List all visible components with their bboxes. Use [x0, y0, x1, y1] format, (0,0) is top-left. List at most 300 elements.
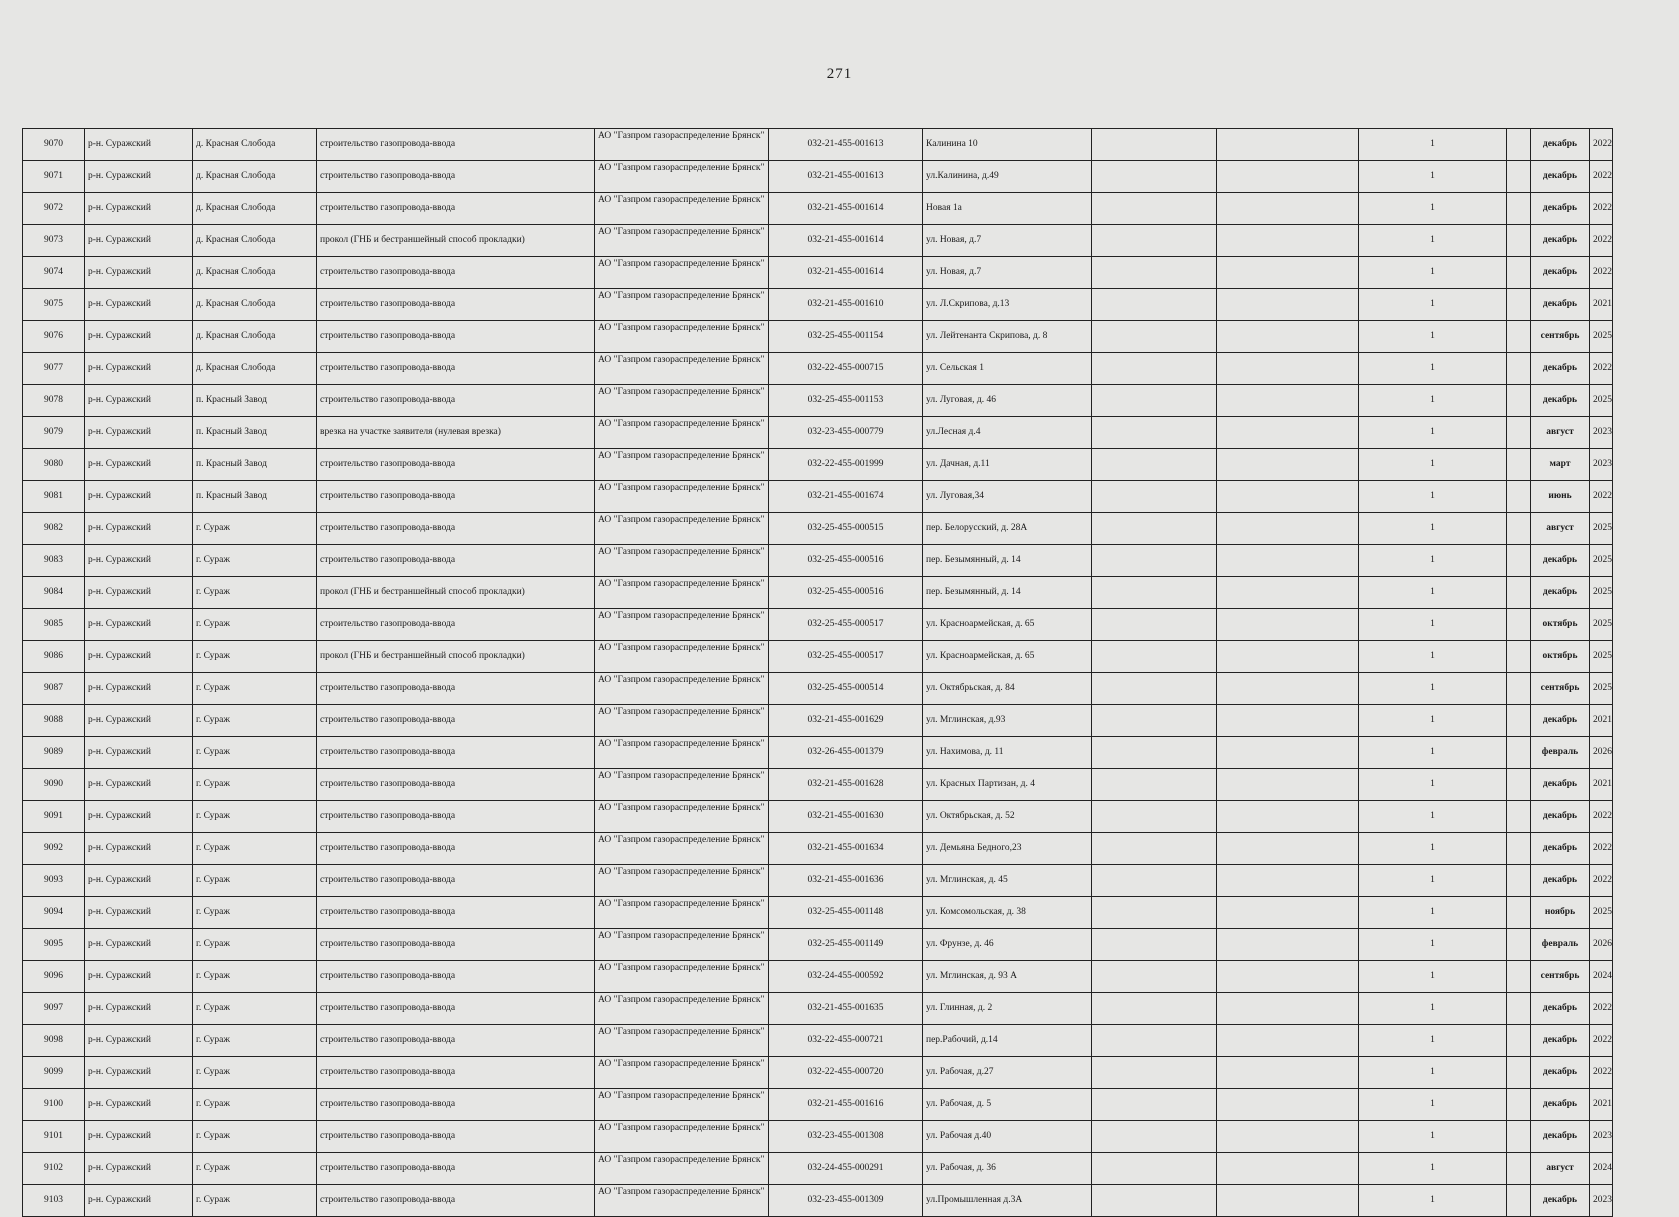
- cell-empty-col-1: [1092, 289, 1217, 321]
- cell-district: р-н. Суражский: [85, 289, 193, 321]
- cell-month: август: [1531, 513, 1590, 545]
- cell-application-number: 032-21-455-001628: [769, 769, 923, 801]
- cell-quantity: 1: [1359, 993, 1507, 1025]
- cell-empty-col-3: [1507, 193, 1531, 225]
- cell-empty-col-3: [1507, 929, 1531, 961]
- table-row: [23, 897, 1613, 929]
- cell-row-number: 9072: [23, 193, 85, 225]
- cell-year: 2025: [1590, 641, 1613, 673]
- cell-district: р-н. Суражский: [85, 321, 193, 353]
- cell-work-type: строительство газопровода-ввода: [317, 289, 595, 321]
- cell-work-type: строительство газопровода-ввода: [317, 673, 595, 705]
- cell-application-number: 032-25-455-001149: [769, 929, 923, 961]
- cell-settlement: г. Сураж: [193, 545, 317, 577]
- cell-district: р-н. Суражский: [85, 769, 193, 801]
- cell-empty-col-2: [1217, 737, 1359, 769]
- cell-empty-col-3: [1507, 385, 1531, 417]
- cell-work-type: строительство газопровода-ввода: [317, 737, 595, 769]
- cell-year: 2022: [1590, 129, 1613, 161]
- cell-row-number: 9081: [23, 481, 85, 513]
- cell-month: декабрь: [1531, 225, 1590, 257]
- cell-address: ул. Сельская 1: [923, 353, 1092, 385]
- cell-month: декабрь: [1531, 801, 1590, 833]
- cell-work-type: строительство газопровода-ввода: [317, 257, 595, 289]
- cell-empty-col-1: [1092, 1153, 1217, 1185]
- cell-application-number: 032-21-455-001634: [769, 833, 923, 865]
- cell-settlement: г. Сураж: [193, 993, 317, 1025]
- cell-empty-col-3: [1507, 1185, 1531, 1217]
- table-row: [23, 353, 1613, 385]
- cell-quantity: 1: [1359, 577, 1507, 609]
- cell-address: ул. Дачная, д.11: [923, 449, 1092, 481]
- cell-empty-col-3: [1507, 321, 1531, 353]
- cell-address: ул.Калинина, д.49: [923, 161, 1092, 193]
- cell-application-number: 032-25-455-000514: [769, 673, 923, 705]
- cell-row-number: 9102: [23, 1153, 85, 1185]
- cell-settlement: г. Сураж: [193, 1185, 317, 1217]
- cell-organization: АО "Газпром газораспределение Брянск": [595, 225, 769, 257]
- cell-work-type: строительство газопровода-ввода: [317, 1057, 595, 1089]
- cell-district: р-н. Суражский: [85, 417, 193, 449]
- page-number: 271: [826, 66, 853, 82]
- cell-month: март: [1531, 449, 1590, 481]
- cell-work-type: строительство газопровода-ввода: [317, 513, 595, 545]
- table-row: [23, 289, 1613, 321]
- cell-organization: АО "Газпром газораспределение Брянск": [595, 513, 769, 545]
- cell-application-number: 032-22-455-000720: [769, 1057, 923, 1089]
- cell-empty-col-3: [1507, 641, 1531, 673]
- cell-row-number: 9074: [23, 257, 85, 289]
- cell-year: 2022: [1590, 801, 1613, 833]
- cell-quantity: 1: [1359, 705, 1507, 737]
- table-row: [23, 257, 1613, 289]
- table-row: [23, 513, 1613, 545]
- cell-month: октябрь: [1531, 609, 1590, 641]
- cell-row-number: 9080: [23, 449, 85, 481]
- cell-empty-col-2: [1217, 449, 1359, 481]
- cell-work-type: строительство газопровода-ввода: [317, 1089, 595, 1121]
- cell-month: октябрь: [1531, 641, 1590, 673]
- cell-empty-col-2: [1217, 961, 1359, 993]
- cell-row-number: 9071: [23, 161, 85, 193]
- cell-work-type: строительство газопровода-ввода: [317, 1121, 595, 1153]
- cell-year: 2022: [1590, 1025, 1613, 1057]
- cell-row-number: 9097: [23, 993, 85, 1025]
- cell-quantity: 1: [1359, 801, 1507, 833]
- cell-address: Новая 1а: [923, 193, 1092, 225]
- cell-empty-col-2: [1217, 833, 1359, 865]
- cell-district: р-н. Суражский: [85, 513, 193, 545]
- cell-year: 2024: [1590, 961, 1613, 993]
- cell-quantity: 1: [1359, 385, 1507, 417]
- cell-year: 2025: [1590, 385, 1613, 417]
- table-row: [23, 1057, 1613, 1089]
- cell-settlement: г. Сураж: [193, 577, 317, 609]
- cell-work-type: прокол (ГНБ и бестраншейный способ прокладки): [317, 641, 595, 673]
- cell-empty-col-2: [1217, 705, 1359, 737]
- cell-work-type: строительство газопровода-ввода: [317, 1153, 595, 1185]
- cell-empty-col-2: [1217, 161, 1359, 193]
- cell-year: 2024: [1590, 1153, 1613, 1185]
- cell-empty-col-3: [1507, 769, 1531, 801]
- cell-empty-col-3: [1507, 801, 1531, 833]
- cell-empty-col-2: [1217, 769, 1359, 801]
- document-table-container: [22, 128, 1612, 1217]
- cell-empty-col-3: [1507, 705, 1531, 737]
- cell-address: пер. Безымянный, д. 14: [923, 577, 1092, 609]
- cell-empty-col-1: [1092, 1185, 1217, 1217]
- cell-application-number: 032-21-455-001630: [769, 801, 923, 833]
- cell-district: р-н. Суражский: [85, 929, 193, 961]
- cell-empty-col-2: [1217, 897, 1359, 929]
- cell-application-number: 032-22-455-000721: [769, 1025, 923, 1057]
- cell-month: декабрь: [1531, 1025, 1590, 1057]
- cell-empty-col-2: [1217, 577, 1359, 609]
- cell-row-number: 9096: [23, 961, 85, 993]
- table-row: [23, 577, 1613, 609]
- cell-settlement: д. Красная Слобода: [193, 353, 317, 385]
- cell-address: ул. Лейтенанта Скрипова, д. 8: [923, 321, 1092, 353]
- cell-address: ул. Новая, д.7: [923, 257, 1092, 289]
- cell-empty-col-3: [1507, 225, 1531, 257]
- cell-organization: АО "Газпром газораспределение Брянск": [595, 673, 769, 705]
- cell-work-type: прокол (ГНБ и бестраншейный способ прокладки): [317, 225, 595, 257]
- table-row: [23, 1025, 1613, 1057]
- cell-work-type: строительство газопровода-ввода: [317, 353, 595, 385]
- cell-empty-col-2: [1217, 609, 1359, 641]
- cell-district: р-н. Суражский: [85, 833, 193, 865]
- cell-year: 2021: [1590, 289, 1613, 321]
- cell-address: пер. Белорусский, д. 28А: [923, 513, 1092, 545]
- cell-organization: АО "Газпром газораспределение Брянск": [595, 609, 769, 641]
- cell-address: ул. Луговая, д. 46: [923, 385, 1092, 417]
- cell-empty-col-2: [1217, 673, 1359, 705]
- cell-quantity: 1: [1359, 833, 1507, 865]
- cell-settlement: г. Сураж: [193, 865, 317, 897]
- cell-empty-col-1: [1092, 481, 1217, 513]
- cell-row-number: 9078: [23, 385, 85, 417]
- cell-organization: АО "Газпром газораспределение Брянск": [595, 417, 769, 449]
- cell-address: ул. Демьяна Бедного,23: [923, 833, 1092, 865]
- cell-work-type: строительство газопровода-ввода: [317, 1185, 595, 1217]
- cell-application-number: 032-21-455-001635: [769, 993, 923, 1025]
- cell-settlement: г. Сураж: [193, 1153, 317, 1185]
- cell-organization: АО "Газпром газораспределение Брянск": [595, 385, 769, 417]
- cell-row-number: 9093: [23, 865, 85, 897]
- cell-work-type: строительство газопровода-ввода: [317, 385, 595, 417]
- cell-month: декабрь: [1531, 1121, 1590, 1153]
- cell-year: 2022: [1590, 481, 1613, 513]
- cell-organization: АО "Газпром газораспределение Брянск": [595, 993, 769, 1025]
- cell-settlement: г. Сураж: [193, 961, 317, 993]
- cell-quantity: 1: [1359, 289, 1507, 321]
- cell-work-type: строительство газопровода-ввода: [317, 161, 595, 193]
- cell-row-number: 9088: [23, 705, 85, 737]
- cell-empty-col-1: [1092, 257, 1217, 289]
- cell-empty-col-2: [1217, 1025, 1359, 1057]
- cell-empty-col-1: [1092, 385, 1217, 417]
- cell-empty-col-1: [1092, 417, 1217, 449]
- cell-month: сентябрь: [1531, 321, 1590, 353]
- cell-address: ул. Мглинская, д. 93 А: [923, 961, 1092, 993]
- cell-month: декабрь: [1531, 769, 1590, 801]
- cell-empty-col-2: [1217, 225, 1359, 257]
- cell-district: р-н. Суражский: [85, 257, 193, 289]
- cell-organization: АО "Газпром газораспределение Брянск": [595, 833, 769, 865]
- cell-empty-col-2: [1217, 481, 1359, 513]
- cell-application-number: 032-25-455-000515: [769, 513, 923, 545]
- cell-settlement: п. Красный Завод: [193, 481, 317, 513]
- table-row: [23, 705, 1613, 737]
- cell-organization: АО "Газпром газораспределение Брянск": [595, 161, 769, 193]
- cell-application-number: 032-21-455-001613: [769, 129, 923, 161]
- cell-quantity: 1: [1359, 1025, 1507, 1057]
- cell-quantity: 1: [1359, 481, 1507, 513]
- cell-empty-col-2: [1217, 289, 1359, 321]
- cell-empty-col-3: [1507, 513, 1531, 545]
- cell-empty-col-1: [1092, 449, 1217, 481]
- cell-empty-col-2: [1217, 1057, 1359, 1089]
- cell-quantity: 1: [1359, 897, 1507, 929]
- cell-empty-col-1: [1092, 1025, 1217, 1057]
- table-row: [23, 673, 1613, 705]
- cell-address: ул. Глинная, д. 2: [923, 993, 1092, 1025]
- cell-empty-col-1: [1092, 993, 1217, 1025]
- cell-quantity: 1: [1359, 641, 1507, 673]
- cell-district: р-н. Суражский: [85, 1185, 193, 1217]
- cell-empty-col-2: [1217, 417, 1359, 449]
- cell-settlement: г. Сураж: [193, 833, 317, 865]
- cell-work-type: строительство газопровода-ввода: [317, 833, 595, 865]
- cell-empty-col-2: [1217, 129, 1359, 161]
- cell-empty-col-2: [1217, 193, 1359, 225]
- cell-quantity: 1: [1359, 129, 1507, 161]
- cell-work-type: строительство газопровода-ввода: [317, 897, 595, 929]
- cell-work-type: строительство газопровода-ввода: [317, 961, 595, 993]
- cell-quantity: 1: [1359, 513, 1507, 545]
- cell-organization: АО "Газпром газораспределение Брянск": [595, 1057, 769, 1089]
- cell-work-type: строительство газопровода-ввода: [317, 193, 595, 225]
- cell-organization: АО "Газпром газораспределение Брянск": [595, 929, 769, 961]
- cell-row-number: 9099: [23, 1057, 85, 1089]
- cell-empty-col-1: [1092, 833, 1217, 865]
- cell-year: 2023: [1590, 417, 1613, 449]
- cell-application-number: 032-22-455-000715: [769, 353, 923, 385]
- cell-application-number: 032-21-455-001614: [769, 225, 923, 257]
- cell-application-number: 032-23-455-001309: [769, 1185, 923, 1217]
- table-row: [23, 865, 1613, 897]
- cell-empty-col-1: [1092, 193, 1217, 225]
- cell-empty-col-3: [1507, 417, 1531, 449]
- cell-empty-col-1: [1092, 577, 1217, 609]
- cell-empty-col-3: [1507, 865, 1531, 897]
- cell-work-type: строительство газопровода-ввода: [317, 929, 595, 961]
- cell-application-number: 032-24-455-000592: [769, 961, 923, 993]
- cell-row-number: 9089: [23, 737, 85, 769]
- cell-district: р-н. Суражский: [85, 161, 193, 193]
- cell-year: 2025: [1590, 545, 1613, 577]
- table-row: [23, 1153, 1613, 1185]
- cell-empty-col-3: [1507, 289, 1531, 321]
- cell-row-number: 9101: [23, 1121, 85, 1153]
- cell-organization: АО "Газпром газораспределение Брянск": [595, 545, 769, 577]
- table-row: [23, 193, 1613, 225]
- cell-month: декабрь: [1531, 161, 1590, 193]
- table-row: [23, 993, 1613, 1025]
- cell-settlement: г. Сураж: [193, 769, 317, 801]
- cell-application-number: 032-25-455-001153: [769, 385, 923, 417]
- cell-quantity: 1: [1359, 865, 1507, 897]
- cell-quantity: 1: [1359, 321, 1507, 353]
- cell-empty-col-3: [1507, 545, 1531, 577]
- cell-empty-col-2: [1217, 513, 1359, 545]
- cell-organization: АО "Газпром газораспределение Брянск": [595, 577, 769, 609]
- cell-organization: АО "Газпром газораспределение Брянск": [595, 1025, 769, 1057]
- cell-year: 2025: [1590, 577, 1613, 609]
- cell-year: 2023: [1590, 449, 1613, 481]
- cell-work-type: прокол (ГНБ и бестраншейный способ прокладки): [317, 577, 595, 609]
- cell-year: 2022: [1590, 865, 1613, 897]
- cell-empty-col-1: [1092, 737, 1217, 769]
- cell-empty-col-3: [1507, 1057, 1531, 1089]
- table-row: [23, 801, 1613, 833]
- cell-address: ул.Промышленная д.3А: [923, 1185, 1092, 1217]
- cell-settlement: г. Сураж: [193, 1025, 317, 1057]
- cell-settlement: п. Красный Завод: [193, 449, 317, 481]
- cell-empty-col-1: [1092, 961, 1217, 993]
- cell-empty-col-1: [1092, 929, 1217, 961]
- cell-quantity: 1: [1359, 353, 1507, 385]
- cell-address: ул. Рабочая д.40: [923, 1121, 1092, 1153]
- cell-month: декабрь: [1531, 705, 1590, 737]
- cell-address: ул. Фрунзе, д. 46: [923, 929, 1092, 961]
- cell-year: 2023: [1590, 1185, 1613, 1217]
- cell-row-number: 9090: [23, 769, 85, 801]
- cell-row-number: 9079: [23, 417, 85, 449]
- table-row: [23, 929, 1613, 961]
- cell-empty-col-3: [1507, 449, 1531, 481]
- table-row: [23, 481, 1613, 513]
- cell-row-number: 9073: [23, 225, 85, 257]
- cell-empty-col-3: [1507, 353, 1531, 385]
- cell-empty-col-1: [1092, 1057, 1217, 1089]
- cell-quantity: 1: [1359, 929, 1507, 961]
- cell-month: сентябрь: [1531, 673, 1590, 705]
- table-row: [23, 129, 1613, 161]
- cell-district: р-н. Суражский: [85, 545, 193, 577]
- cell-quantity: 1: [1359, 161, 1507, 193]
- cell-district: р-н. Суражский: [85, 481, 193, 513]
- table-row: [23, 641, 1613, 673]
- cell-organization: АО "Газпром газораспределение Брянск": [595, 737, 769, 769]
- cell-work-type: строительство газопровода-ввода: [317, 1025, 595, 1057]
- table-row: [23, 449, 1613, 481]
- table-row: [23, 417, 1613, 449]
- cell-empty-col-2: [1217, 1185, 1359, 1217]
- cell-settlement: п. Красный Завод: [193, 385, 317, 417]
- table-row: [23, 1121, 1613, 1153]
- cell-row-number: 9070: [23, 129, 85, 161]
- cell-empty-col-2: [1217, 993, 1359, 1025]
- gas-connection-table: [22, 128, 1613, 1217]
- cell-work-type: строительство газопровода-ввода: [317, 545, 595, 577]
- cell-organization: АО "Газпром газораспределение Брянск": [595, 481, 769, 513]
- cell-district: р-н. Суражский: [85, 353, 193, 385]
- table-row: [23, 961, 1613, 993]
- cell-row-number: 9100: [23, 1089, 85, 1121]
- cell-quantity: 1: [1359, 737, 1507, 769]
- cell-row-number: 9094: [23, 897, 85, 929]
- cell-year: 2025: [1590, 513, 1613, 545]
- cell-work-type: строительство газопровода-ввода: [317, 609, 595, 641]
- cell-organization: АО "Газпром газораспределение Брянск": [595, 641, 769, 673]
- cell-month: декабрь: [1531, 865, 1590, 897]
- cell-application-number: 032-25-455-001148: [769, 897, 923, 929]
- cell-organization: АО "Газпром газораспределение Брянск": [595, 897, 769, 929]
- cell-settlement: д. Красная Слобода: [193, 321, 317, 353]
- cell-organization: АО "Газпром газораспределение Брянск": [595, 1089, 769, 1121]
- table-row: [23, 225, 1613, 257]
- cell-empty-col-2: [1217, 321, 1359, 353]
- cell-settlement: г. Сураж: [193, 673, 317, 705]
- cell-organization: АО "Газпром газораспределение Брянск": [595, 321, 769, 353]
- cell-year: 2023: [1590, 1121, 1613, 1153]
- cell-row-number: 9087: [23, 673, 85, 705]
- cell-work-type: строительство газопровода-ввода: [317, 769, 595, 801]
- cell-month: август: [1531, 417, 1590, 449]
- cell-organization: АО "Газпром газораспределение Брянск": [595, 769, 769, 801]
- cell-district: р-н. Суражский: [85, 225, 193, 257]
- cell-empty-col-1: [1092, 897, 1217, 929]
- cell-empty-col-3: [1507, 993, 1531, 1025]
- cell-month: август: [1531, 1153, 1590, 1185]
- cell-organization: АО "Газпром газораспределение Брянск": [595, 705, 769, 737]
- cell-empty-col-2: [1217, 1089, 1359, 1121]
- cell-row-number: 9076: [23, 321, 85, 353]
- cell-settlement: г. Сураж: [193, 641, 317, 673]
- cell-application-number: 032-24-455-000291: [769, 1153, 923, 1185]
- cell-year: 2025: [1590, 897, 1613, 929]
- cell-district: р-н. Суражский: [85, 449, 193, 481]
- cell-organization: АО "Газпром газораспределение Брянск": [595, 257, 769, 289]
- cell-empty-col-3: [1507, 1153, 1531, 1185]
- cell-address: ул. Красноармейская, д. 65: [923, 609, 1092, 641]
- cell-year: 2022: [1590, 257, 1613, 289]
- cell-month: июнь: [1531, 481, 1590, 513]
- cell-empty-col-1: [1092, 1121, 1217, 1153]
- cell-settlement: г. Сураж: [193, 1121, 317, 1153]
- cell-quantity: 1: [1359, 417, 1507, 449]
- cell-empty-col-3: [1507, 609, 1531, 641]
- cell-month: февраль: [1531, 929, 1590, 961]
- cell-application-number: 032-25-455-000517: [769, 641, 923, 673]
- cell-work-type: строительство газопровода-ввода: [317, 705, 595, 737]
- cell-district: р-н. Суражский: [85, 1153, 193, 1185]
- cell-district: р-н. Суражский: [85, 897, 193, 929]
- cell-organization: АО "Газпром газораспределение Брянск": [595, 289, 769, 321]
- cell-empty-col-1: [1092, 129, 1217, 161]
- cell-application-number: 032-23-455-001308: [769, 1121, 923, 1153]
- cell-empty-col-1: [1092, 801, 1217, 833]
- cell-month: декабрь: [1531, 833, 1590, 865]
- cell-settlement: г. Сураж: [193, 737, 317, 769]
- cell-empty-col-1: [1092, 225, 1217, 257]
- cell-district: р-н. Суражский: [85, 1057, 193, 1089]
- cell-empty-col-2: [1217, 353, 1359, 385]
- cell-settlement: д. Красная Слобода: [193, 193, 317, 225]
- cell-application-number: 032-21-455-001614: [769, 193, 923, 225]
- cell-address: ул. Октябрьская, д. 52: [923, 801, 1092, 833]
